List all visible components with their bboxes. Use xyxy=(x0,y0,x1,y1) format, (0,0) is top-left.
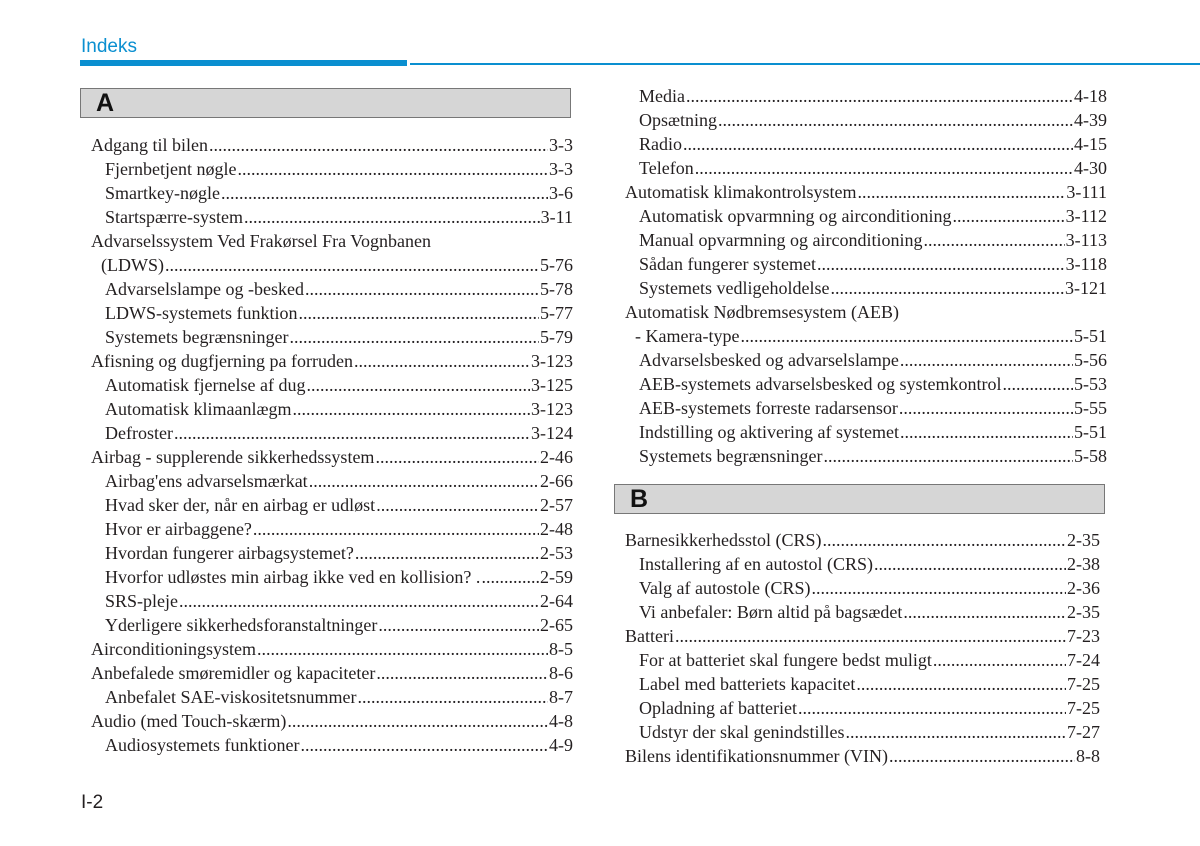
index-entry-leader-dots xyxy=(900,420,1073,444)
index-entry-label: Barnesikkerhedsstol (CRS) xyxy=(625,530,822,550)
index-entry xyxy=(91,205,573,229)
index-entry-label: Startspærre-system xyxy=(105,207,243,227)
index-entry-page-ref: 7-23 xyxy=(1067,626,1100,646)
index-entry-page-ref: 2-53 xyxy=(540,543,573,563)
index-entry-leader-dots xyxy=(257,637,548,661)
index-entry-label: Hvordan fungerer airbagsystemet? xyxy=(105,543,354,563)
index-entry-page-ref: 7-24 xyxy=(1067,650,1100,670)
index-entry-label: Systemets vedligeholdelse xyxy=(639,278,830,298)
index-entry xyxy=(91,685,573,709)
index-entry-page-ref: 4-8 xyxy=(549,711,573,731)
index-entry-page-ref: 2-57 xyxy=(540,495,573,515)
index-entry-leader-dots xyxy=(830,276,1064,300)
index-entry-leader-dots xyxy=(237,157,548,181)
index-entry xyxy=(625,276,1107,300)
index-entry-leader-dots xyxy=(300,733,548,757)
index-entry-leader-dots xyxy=(817,252,1065,276)
index-entry-page-ref: 5-51 xyxy=(1074,422,1107,442)
index-entry-leader-dots xyxy=(923,228,1064,252)
index-column-right-a xyxy=(625,84,1107,468)
page-number: I-2 xyxy=(81,792,104,813)
index-entry xyxy=(625,396,1107,420)
index-entry-page-ref: 2-46 xyxy=(540,447,573,467)
index-entry-label: Media xyxy=(639,86,685,106)
index-entry-leader-dots xyxy=(822,528,1066,552)
index-entry xyxy=(91,421,573,445)
index-entry-label: Airbag'ens advarselsmærkat xyxy=(105,471,308,491)
section-header-a: A xyxy=(80,88,571,118)
index-entry-page-ref: 3-118 xyxy=(1065,254,1107,274)
index-entry-leader-dots xyxy=(933,648,1066,672)
index-entry-page-ref: 2-36 xyxy=(1067,578,1100,598)
index-entry-label: Airconditioningsystem xyxy=(91,639,256,659)
index-entry-label: Opladning af batteriet xyxy=(639,698,797,718)
index-entry-page-ref: 3-11 xyxy=(540,207,573,227)
index-entry-label: - Kamera-type xyxy=(635,326,740,346)
index-entry-leader-dots xyxy=(174,421,530,445)
index-entry xyxy=(91,637,573,661)
index-entry xyxy=(625,552,1100,576)
index-entry-leader-dots xyxy=(287,709,548,733)
index-entry-label: Audio (med Touch-skærm) xyxy=(91,711,287,731)
index-entry-label: Anbefalet SAE-viskositetsnummer xyxy=(105,687,357,707)
index-entry-label: Label med batteriets kapacitet xyxy=(639,674,856,694)
index-entry xyxy=(625,528,1100,552)
index-entry-leader-dots xyxy=(244,205,540,229)
index-entry-label: Radio xyxy=(639,134,682,154)
index-entry xyxy=(625,324,1107,348)
index-entry xyxy=(625,648,1100,672)
index-entry-leader-dots xyxy=(298,301,539,325)
index-entry xyxy=(91,397,573,421)
index-entry-label: SRS-pleje xyxy=(105,591,179,611)
index-entry-label: Bilens identifikationsnummer (VIN) xyxy=(625,746,888,766)
index-entry-leader-dots xyxy=(811,576,1066,600)
index-entry xyxy=(625,420,1107,444)
index-entry xyxy=(625,132,1107,156)
index-entry-leader-dots xyxy=(305,277,539,301)
index-entry-leader-dots xyxy=(856,672,1066,696)
index-entry xyxy=(625,84,1107,108)
index-entry-label: Indstilling og aktivering af systemet xyxy=(639,422,899,442)
index-entry-label: Advarselsbesked og advarselslampe xyxy=(639,350,899,370)
index-entry-leader-dots xyxy=(378,613,539,637)
index-entry xyxy=(91,589,573,613)
index-entry-page-ref: 2-66 xyxy=(540,471,573,491)
index-entry-leader-dots xyxy=(900,348,1073,372)
index-entry-leader-dots xyxy=(375,445,539,469)
index-entry-leader-dots xyxy=(903,600,1066,624)
index-entry-leader-dots xyxy=(179,589,539,613)
index-entry-leader-dots xyxy=(718,108,1073,132)
index-entry xyxy=(91,325,573,349)
index-entry-leader-dots xyxy=(357,685,548,709)
index-entry-page-ref: 4-39 xyxy=(1074,110,1107,130)
index-entry-label: Smartkey-nøgle xyxy=(105,183,220,203)
index-entry-leader-dots xyxy=(481,565,539,589)
index-entry-label: AEB-systemets forreste radarsensor xyxy=(639,398,898,418)
index-entry-label: Afisning og dugfjerning pa forruden xyxy=(91,351,353,371)
index-entry-label: Udstyr der skal genindstilles xyxy=(639,722,845,742)
index-entry-label: Advarselslampe og -besked xyxy=(105,279,304,299)
index-entry-label: Defroster xyxy=(105,423,173,443)
index-entry-page-ref: 2-48 xyxy=(540,519,573,539)
index-entry xyxy=(625,444,1107,468)
index-column-left xyxy=(91,133,573,757)
index-entry-label: Valg af autostole (CRS) xyxy=(639,578,811,598)
index-entry xyxy=(91,517,573,541)
index-entry-leader-dots xyxy=(221,181,548,205)
index-entry-leader-dots xyxy=(293,397,531,421)
index-entry-leader-dots xyxy=(355,541,539,565)
index-entry-label: Systemets begrænsninger xyxy=(105,327,289,347)
index-entry-page-ref: 5-51 xyxy=(1074,326,1107,346)
index-entry xyxy=(625,624,1100,648)
index-entry xyxy=(625,300,1107,324)
index-entry-leader-dots xyxy=(683,132,1073,156)
index-entry xyxy=(91,229,573,253)
index-entry xyxy=(625,348,1107,372)
index-entry-label: Automatisk fjernelse af dug xyxy=(105,375,306,395)
index-entry-page-ref: 2-59 xyxy=(540,567,573,587)
index-entry-label: Advarselssystem Ved Frakørsel Fra Vognbanen xyxy=(91,231,431,251)
index-entry xyxy=(625,744,1100,768)
index-entry xyxy=(625,228,1107,252)
index-entry-page-ref: 4-15 xyxy=(1074,134,1107,154)
index-entry xyxy=(91,181,573,205)
index-entry xyxy=(91,445,573,469)
index-entry xyxy=(625,180,1107,204)
index-entry-leader-dots xyxy=(165,253,539,277)
index-entry-leader-dots xyxy=(253,517,539,541)
index-entry-page-ref: 7-25 xyxy=(1067,674,1100,694)
index-entry xyxy=(91,613,573,637)
index-entry-label: For at batteriet skal fungere bedst muligt xyxy=(639,650,932,670)
index-entry-page-ref: 7-27 xyxy=(1067,722,1100,742)
index-column-right-b xyxy=(625,528,1100,768)
index-entry-label: Sådan fungerer systemet xyxy=(639,254,816,274)
index-entry-leader-dots xyxy=(874,552,1066,576)
index-entry-page-ref: 8-7 xyxy=(549,687,573,707)
index-entry-label: Installering af en autostol (CRS) xyxy=(639,554,873,574)
index-entry-label: AEB-systemets advarselsbesked og systemkontrol xyxy=(639,374,1002,394)
index-entry-page-ref: 3-125 xyxy=(531,375,573,395)
index-entry-label: Manual opvarmning og airconditioning xyxy=(639,230,923,250)
index-entry xyxy=(625,372,1107,396)
index-entry xyxy=(625,252,1107,276)
index-entry-page-ref: 5-58 xyxy=(1074,446,1107,466)
index-entry-label: Telefon xyxy=(639,158,694,178)
index-entry-label: Automatisk klimaanlægm xyxy=(105,399,292,419)
index-entry-label: Audiosystemets funktioner xyxy=(105,735,300,755)
index-entry xyxy=(625,672,1100,696)
index-entry-label: (LDWS) xyxy=(101,255,164,275)
index-entry-page-ref: 2-38 xyxy=(1067,554,1100,574)
index-entry xyxy=(625,156,1107,180)
index-entry-leader-dots xyxy=(376,661,548,685)
index-entry xyxy=(91,733,573,757)
index-entry-page-ref: 3-111 xyxy=(1066,182,1107,202)
section-header-b: B xyxy=(614,484,1105,514)
index-entry-leader-dots xyxy=(823,444,1073,468)
index-entry-page-ref: 3-124 xyxy=(531,423,573,443)
index-entry xyxy=(91,133,573,157)
index-entry-page-ref: 5-53 xyxy=(1074,374,1107,394)
index-entry-label: Fjernbetjent nøgle xyxy=(105,159,237,179)
index-entry-leader-dots xyxy=(798,696,1066,720)
index-entry-page-ref: 3-3 xyxy=(549,159,573,179)
index-entry-page-ref: 5-79 xyxy=(540,327,573,347)
index-entry-page-ref: 5-55 xyxy=(1074,398,1107,418)
index-entry-leader-dots xyxy=(306,373,530,397)
index-entry-page-ref: 8-8 xyxy=(1076,746,1100,766)
index-entry-leader-dots xyxy=(686,84,1073,108)
index-entry xyxy=(625,204,1107,228)
index-entry xyxy=(91,253,573,277)
index-entry-page-ref: 2-65 xyxy=(540,615,573,635)
index-entry-label: Hvorfor udløstes min airbag ikke ved en kollision? . xyxy=(105,567,481,587)
page-header-title: Indeks xyxy=(81,36,137,57)
index-entry-page-ref: 3-123 xyxy=(531,351,573,371)
index-entry-leader-dots xyxy=(858,180,1066,204)
index-entry xyxy=(91,565,573,589)
index-entry-label: Batteri xyxy=(625,626,674,646)
index-entry xyxy=(91,373,573,397)
index-entry-label: Vi anbefaler: Børn altid på bagsædet xyxy=(639,602,903,622)
index-entry xyxy=(625,108,1107,132)
index-entry xyxy=(91,469,573,493)
index-entry-page-ref: 2-35 xyxy=(1067,530,1100,550)
index-entry-label: Opsætning xyxy=(639,110,718,130)
index-entry-page-ref: 3-3 xyxy=(549,135,573,155)
index-entry xyxy=(91,493,573,517)
index-entry xyxy=(91,709,573,733)
index-entry xyxy=(91,661,573,685)
index-entry-page-ref: 5-76 xyxy=(540,255,573,275)
index-entry xyxy=(625,696,1100,720)
index-entry xyxy=(91,349,573,373)
index-entry-page-ref: 5-77 xyxy=(540,303,573,323)
index-entry-label: Hvad sker der, når en airbag er udløst xyxy=(105,495,376,515)
index-entry-page-ref: 8-6 xyxy=(549,663,573,683)
index-entry-page-ref: 3-123 xyxy=(531,399,573,419)
index-entry-leader-dots xyxy=(695,156,1073,180)
index-entry-page-ref: 3-113 xyxy=(1065,230,1107,250)
index-entry-leader-dots xyxy=(354,349,530,373)
header-rule-thick xyxy=(80,60,407,66)
index-entry xyxy=(91,541,573,565)
index-entry-label: Anbefalede smøremidler og kapaciteter xyxy=(91,663,376,683)
index-entry-leader-dots xyxy=(376,493,539,517)
header-rule-thin xyxy=(410,63,1200,65)
index-entry-leader-dots xyxy=(952,204,1064,228)
index-entry-leader-dots xyxy=(899,396,1073,420)
index-entry-page-ref: 2-35 xyxy=(1067,602,1100,622)
index-entry-page-ref: 4-9 xyxy=(549,735,573,755)
index-entry-label: Hvor er airbaggene? xyxy=(105,519,252,539)
index-entry-page-ref: 2-64 xyxy=(540,591,573,611)
index-entry-label: Automatisk Nødbremsesystem (AEB) xyxy=(625,302,899,322)
index-entry-label: Yderligere sikkerhedsforanstaltninger xyxy=(105,615,378,635)
index-entry-page-ref: 4-30 xyxy=(1074,158,1107,178)
index-entry-leader-dots xyxy=(309,469,539,493)
index-entry-label: Airbag - supplerende sikkerhedssystem xyxy=(91,447,375,467)
index-entry xyxy=(91,277,573,301)
index-entry xyxy=(91,301,573,325)
index-entry-page-ref: 3-112 xyxy=(1065,206,1107,226)
index-entry-page-ref: 8-5 xyxy=(549,639,573,659)
index-entry-leader-dots xyxy=(889,744,1075,768)
index-entry-leader-dots xyxy=(289,325,539,349)
index-entry-page-ref: 5-56 xyxy=(1074,350,1107,370)
index-entry-leader-dots xyxy=(845,720,1066,744)
index-entry-leader-dots xyxy=(740,324,1073,348)
index-entry-label: Automatisk klimakontrolsystem xyxy=(625,182,857,202)
index-entry xyxy=(625,720,1100,744)
index-entry-page-ref: 5-78 xyxy=(540,279,573,299)
index-entry-page-ref: 7-25 xyxy=(1067,698,1100,718)
index-entry-label: Systemets begrænsninger xyxy=(639,446,823,466)
index-entry-page-ref: 3-6 xyxy=(549,183,573,203)
index-entry xyxy=(625,576,1100,600)
index-entry xyxy=(91,157,573,181)
index-entry-label: Adgang til bilen xyxy=(91,135,208,155)
index-entry-leader-dots xyxy=(1002,372,1073,396)
index-entry-leader-dots xyxy=(209,133,548,157)
index-entry-label: Automatisk opvarmning og airconditioning xyxy=(639,206,952,226)
index-entry-leader-dots xyxy=(675,624,1066,648)
index-entry-page-ref: 3-121 xyxy=(1065,278,1107,298)
index-entry xyxy=(625,600,1100,624)
index-entry-label: LDWS-systemets funktion xyxy=(105,303,298,323)
index-entry-page-ref: 4-18 xyxy=(1074,86,1107,106)
